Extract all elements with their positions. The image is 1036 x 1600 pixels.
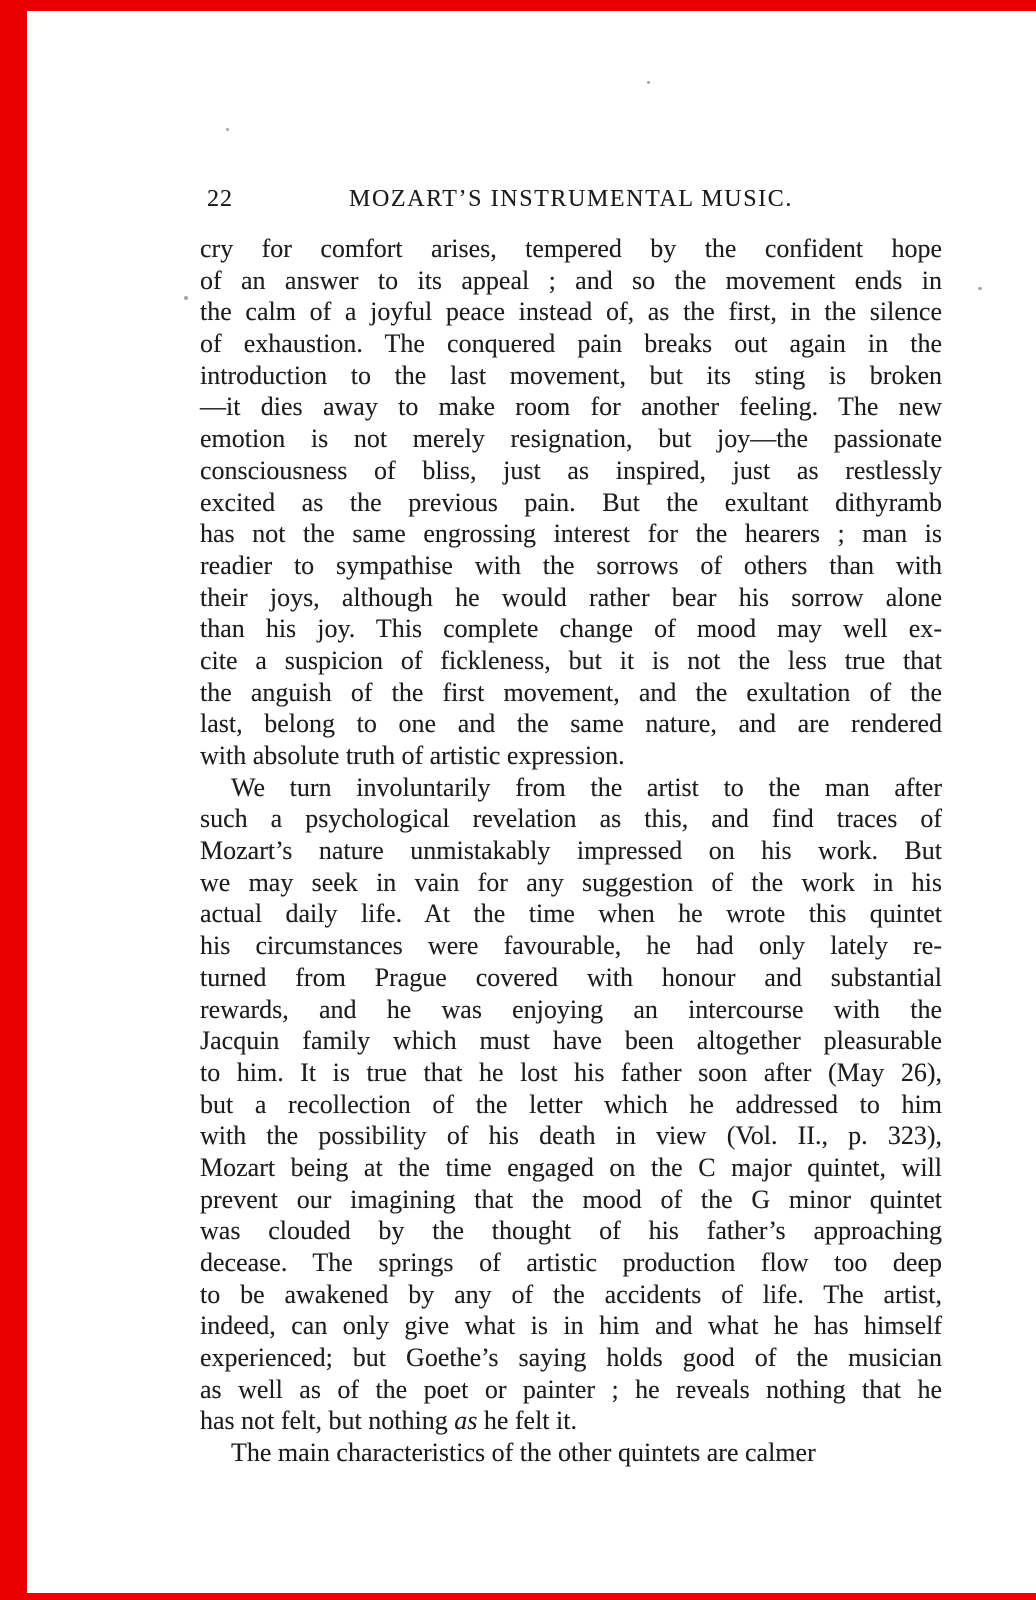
text-line: Mozart’s nature unmistakably impressed on his work. But [200,836,942,866]
scan-speck [226,128,229,131]
text-line: has not the same engrossing interest for the hearers ; man is [200,519,942,549]
text-line: we may seek in vain for any suggestion of the work in his [200,867,942,897]
text-line: Mozart being at the time engaged on the C major quintet, will [200,1152,942,1182]
text-line: with the possibility of his death in view (Vol. II., p. 323), [200,1121,942,1151]
text-line: actual daily life. At the time when he wrote this quintet [200,899,942,929]
text-line: their joys, although he would rather bear his sorrow alone [200,582,942,612]
text-line: cry for comfort arises, tempered by the confident hope [200,234,942,263]
text-line: but a recollection of the letter which he addressed to him [200,1089,942,1119]
text-line: turned from Prague covered with honour and substantial [200,962,942,992]
text-line: was clouded by the thought of his father’s approaching [200,1216,942,1246]
text-line: consciousness of bliss, just as inspired, just as restlessly [200,455,942,485]
text-line: cite a suspicion of fickleness, but it is not the less true that [200,645,942,675]
text-line: The main characteristics of the other quintets are calmer [231,1438,816,1468]
text-line: of an answer to its appeal ; and so the movement ends in [200,265,942,295]
scan-speck [978,287,982,290]
text-line: the anguish of the first movement, and the exultation of the [200,677,942,707]
text-line: indeed, can only give what is in him and what he has himself [200,1311,942,1341]
scan-edge-bottom [0,1593,1036,1600]
text-line: such a psychological revelation as this, and find traces of [200,804,942,834]
text-line: excited as the previous pain. But the exultant dithyramb [200,487,942,517]
scan-edge-top [0,0,1036,11]
text-line: readier to sympathise with the sorrows of others than with [200,550,942,580]
body-text [200,233,942,1469]
text-line: experienced; but Goethe’s saying holds good of the musician [200,1343,942,1373]
text-line: has not felt, but nothing as he felt it. [200,1406,577,1436]
text-line: —it dies away to make room for another feeling. The new [200,392,942,422]
text-line: introduction to the last movement, but its sting is broken [200,360,942,390]
text-line: last, belong to one and the same nature, and are rendered [200,709,942,739]
scan-speck [647,81,650,84]
scan-speck [184,296,188,300]
text-line: prevent our imagining that the mood of the G minor quintet [200,1184,942,1214]
text-line: decease. The springs of artistic production flow too deep [200,1248,942,1277]
running-head: MOZART’S INSTRUMENTAL MUSIC. [349,186,793,212]
text-line: than his joy. This complete change of mood may well ex- [200,614,942,644]
text-line: rewards, and he was enjoying an intercourse with the [200,994,942,1024]
text-line: to him. It is true that he lost his father soon after (May 26), [200,1057,942,1087]
text-line: Jacquin family which must have been altogether pleasurable [200,1026,942,1056]
text-line: with absolute truth of artistic expression. [200,741,625,770]
text-line: the calm of a joyful peace instead of, as the first, in the silence [200,297,942,327]
page-number: 22 [207,186,233,212]
scan-edge-left [0,0,27,1600]
text-line: We turn involuntarily from the artist to the man after [231,772,942,802]
text-line: as well as of the poet or painter ; he reveals nothing that he [200,1374,942,1404]
text-line: to be awakened by any of the accidents of life. The artist, [200,1279,942,1309]
text-line: emotion is not merely resignation, but joy—the passionate [200,424,942,454]
text-line: of exhaustion. The conquered pain breaks out again in the [200,329,942,359]
text-line: his circumstances were favourable, he had only lately re- [200,931,942,961]
